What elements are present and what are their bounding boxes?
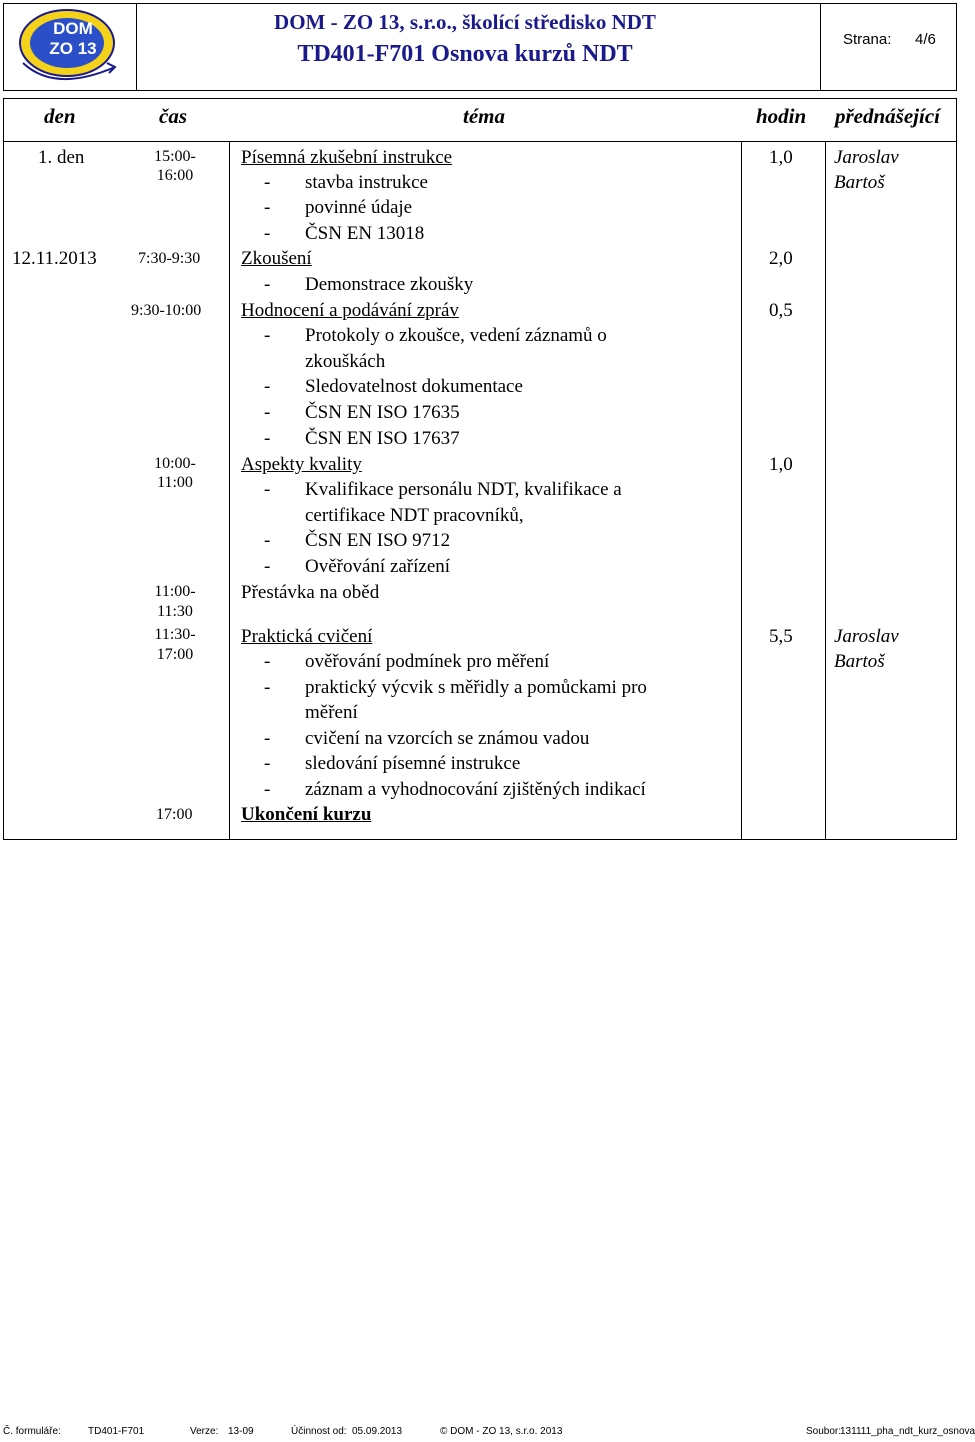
column-divider (825, 141, 826, 840)
page-label: Strana: (843, 31, 892, 48)
topic-title: Zkoušení (241, 248, 312, 269)
column-header-lecturer: přednášející (835, 104, 940, 128)
logo-text-line1: DOM (53, 19, 93, 38)
topic-item: certifikace NDT pracovníků, (305, 505, 524, 526)
topic-item: sledování písemné instrukce (305, 753, 521, 774)
footer-file-label: Soubor: (806, 1426, 842, 1437)
column-divider (741, 141, 742, 840)
footer-file-value: 131111_pha_ndt_kurz_osnova (840, 1426, 975, 1437)
hours-value: 0,5 (769, 300, 793, 321)
time-range: 9:30-10:00 (131, 302, 202, 319)
topic-item: zkouškách (305, 351, 386, 372)
topic-item: stavba instrukce (305, 172, 428, 193)
time-to: 11:30 (157, 603, 193, 620)
column-header-day: den (44, 104, 76, 128)
footer-valid-label: Účinnost od: (291, 1426, 347, 1437)
topic-title: Písemná zkušební instrukce (241, 147, 453, 168)
hours-value: 1,0 (769, 147, 793, 168)
topic-item: ČSN EN ISO 17637 (305, 428, 460, 449)
topic-item: měření (305, 702, 358, 723)
topic-item: záznam a vyhodnocování zjištěných indikací (305, 779, 646, 800)
day-label: 1. den (38, 147, 85, 168)
page-number: 4/6 (915, 31, 936, 48)
footer-version-label: Verze: (190, 1426, 219, 1437)
topic-title: Aspekty kvality (241, 454, 362, 475)
topic-title: Hodnocení a podávání zpráv (241, 300, 459, 321)
topic-item: Ověřování zařízení (305, 556, 451, 577)
time-to: 16:00 (156, 167, 194, 184)
lecturer-last-name: Bartoš (834, 172, 885, 193)
company-name: DOM - ZO 13, s.r.o., školící středisko NDT (274, 10, 656, 34)
topic-item: ČSN EN ISO 9712 (305, 530, 451, 551)
footer-form-label: Č. formuláře: (3, 1426, 61, 1437)
footer-form-value: TD401-F701 (88, 1426, 145, 1437)
time-range: 7:30-9:30 (138, 250, 201, 267)
topic-item: Sledovatelnost dokumentace (305, 376, 523, 397)
footer-version-value: 13-09 (228, 1426, 254, 1437)
topic-item: povinné údaje (305, 197, 413, 218)
topic-item: Kvalifikace personálu NDT, kvalifikace a (305, 479, 622, 500)
hours-value: 2,0 (769, 248, 793, 269)
topic-item: ČSN EN 13018 (305, 223, 425, 244)
lecturer-last-name: Bartoš (834, 651, 885, 672)
topic-item: praktický výcvik s měřidly a pomůckami pro (305, 677, 647, 698)
topic-item: ověřování podmínek pro měření (305, 651, 550, 672)
time-from: 11:00- (154, 583, 196, 600)
footer-valid-value: 05.09.2013 (352, 1426, 403, 1437)
topic-title: Ukončení kurzu (241, 804, 372, 825)
topic-item: ČSN EN ISO 17635 (305, 402, 460, 423)
hours-value: 5,5 (769, 626, 793, 647)
time-range: 17:00 (156, 806, 193, 823)
column-header-time: čas (159, 104, 187, 128)
header-divider (820, 3, 821, 91)
time-from: 15:00- (154, 148, 196, 165)
document-title: TD401-F701 Osnova kurzů NDT (297, 41, 633, 67)
topic-item: Protokoly o zkoušce, vedení záznamů o (305, 325, 607, 346)
hours-value: 1,0 (769, 454, 793, 475)
table-header-separator (3, 141, 957, 142)
topic-item: Demonstrace zkoušky (305, 274, 474, 295)
lecturer-first-name: Jaroslav (834, 626, 899, 647)
topic-item: cvičení na vzorcích se známou vadou (305, 728, 590, 749)
lecturer-first-name: Jaroslav (834, 147, 899, 168)
time-to: 11:00 (157, 474, 193, 491)
column-header-topic: téma (463, 104, 505, 128)
column-header-hours: hodin (756, 104, 807, 128)
topic-title: Praktická cvičení (241, 626, 373, 647)
topic-title: Přestávka na oběd (241, 582, 380, 603)
footer-copyright: © DOM - ZO 13, s.r.o. 2013 (440, 1426, 563, 1437)
header-divider (136, 3, 137, 91)
time-from: 10:00- (154, 455, 196, 472)
column-divider (229, 141, 230, 840)
time-to: 17:00 (156, 646, 194, 663)
day-date: 12.11.2013 (12, 248, 97, 269)
time-from: 11:30- (154, 626, 196, 643)
logo-text-line2: ZO 13 (49, 39, 97, 58)
